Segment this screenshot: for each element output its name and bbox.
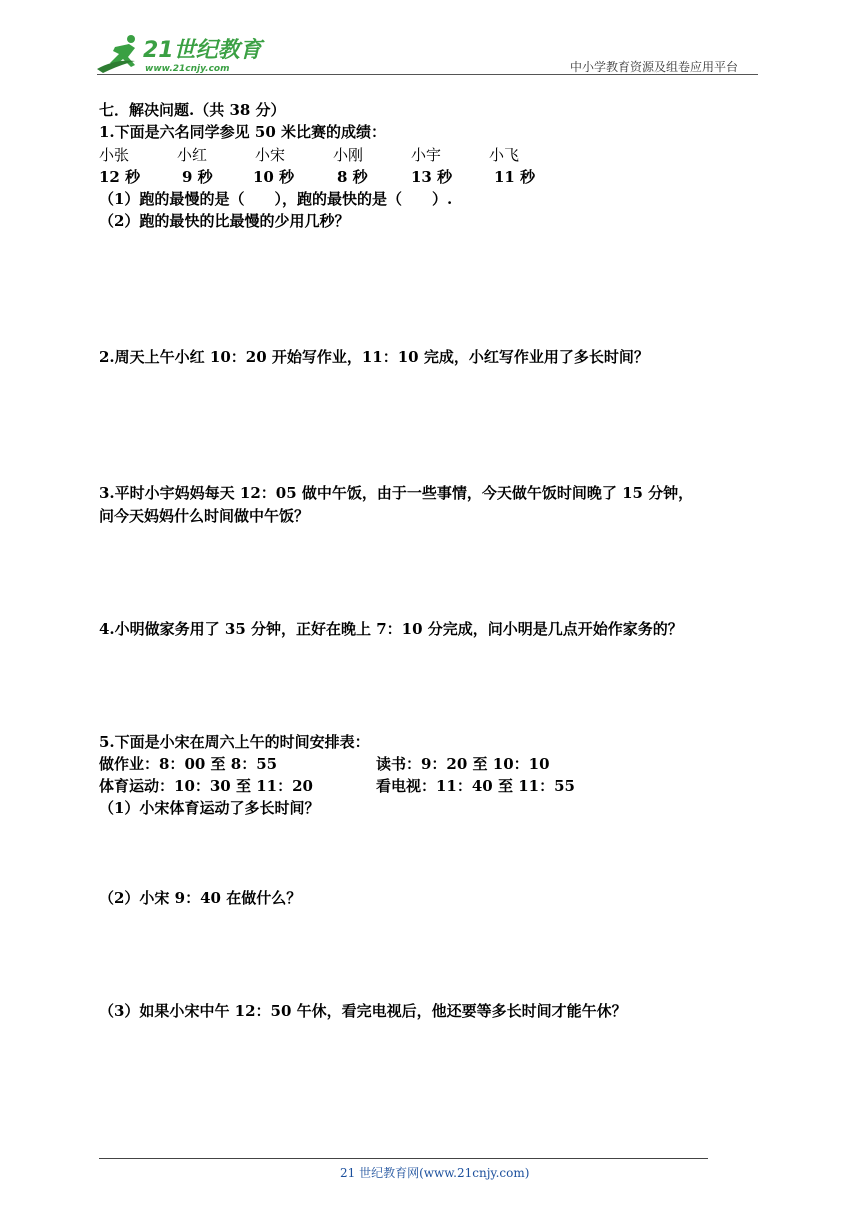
- footer-site-link[interactable]: 21 世纪教育网(www.21cnjy.com): [340, 1166, 530, 1180]
- q1-sub1: （1）跑的最慢的是（ ），跑的最快的是（ ）.: [99, 190, 453, 208]
- q1-time: 10 秒: [253, 168, 295, 186]
- q1-sub2: （2）跑的最快的比最慢的少用几秒？: [99, 212, 350, 230]
- logo-title: 21世纪教育: [143, 38, 262, 63]
- q1-stem: 1.下面是六名同学参见 50 米比赛的成绩：: [99, 123, 386, 141]
- q1-time: 13 秒: [411, 168, 453, 186]
- footer-divider: [99, 1158, 708, 1159]
- q3-line1: 3.平时小宇妈妈每天 12：05 做中午饭，由于一些事情，今天做午饭时间晚了 15 分钟，: [99, 484, 694, 502]
- q1-name: 小宋: [255, 146, 286, 164]
- q1-time: 9 秒: [182, 168, 213, 186]
- runner-icon: [97, 35, 135, 73]
- q1-name: 小红: [177, 146, 208, 164]
- q1-name: 小张: [99, 146, 130, 164]
- q1-time: 8 秒: [337, 168, 368, 186]
- q5-schedule-sports: 体育运动：10：30 至 11：20: [99, 777, 313, 795]
- header-divider: [97, 74, 758, 75]
- header-platform-text: 中小学教育资源及组卷应用平台: [570, 60, 739, 74]
- q1-name: 小飞: [489, 146, 520, 164]
- q1-name: 小刚: [333, 146, 364, 164]
- q5-stem: 5.下面是小宋在周六上午的时间安排表：: [99, 733, 370, 751]
- q1-time: 11 秒: [494, 168, 536, 186]
- q5-schedule-tv: 看电视：11：40 至 11：55: [376, 777, 575, 795]
- q5-sub2: （2）小宋 9：40 在做什么？: [99, 889, 302, 907]
- q3-line2: 问今天妈妈什么时间做中午饭？: [99, 507, 310, 525]
- q4-stem: 4.小明做家务用了 35 分钟，正好在晚上 7：10 分完成，问小明是几点开始作家务的？: [99, 620, 683, 638]
- q1-time: 12 秒: [99, 168, 141, 186]
- q5-schedule-reading: 读书：9：20 至 10：10: [376, 755, 550, 773]
- q2-stem: 2.周天上午小红 10：20 开始写作业，11：10 完成，小红写作业用了多长时间？: [99, 348, 649, 366]
- site-logo: [95, 33, 265, 75]
- q5-schedule-homework: 做作业：8：00 至 8：55: [99, 755, 278, 773]
- q5-sub1: （1）小宋体育运动了多长时间？: [99, 799, 320, 817]
- q5-sub3: （3）如果小宋中午 12：50 午休，看完电视后，他还要等多长时间才能午休？: [99, 1002, 627, 1020]
- section-title: 七．解决问题.（共 38 分）: [99, 101, 286, 119]
- q1-name: 小宇: [411, 146, 442, 164]
- logo-url: www.21cnjy.com: [145, 64, 230, 74]
